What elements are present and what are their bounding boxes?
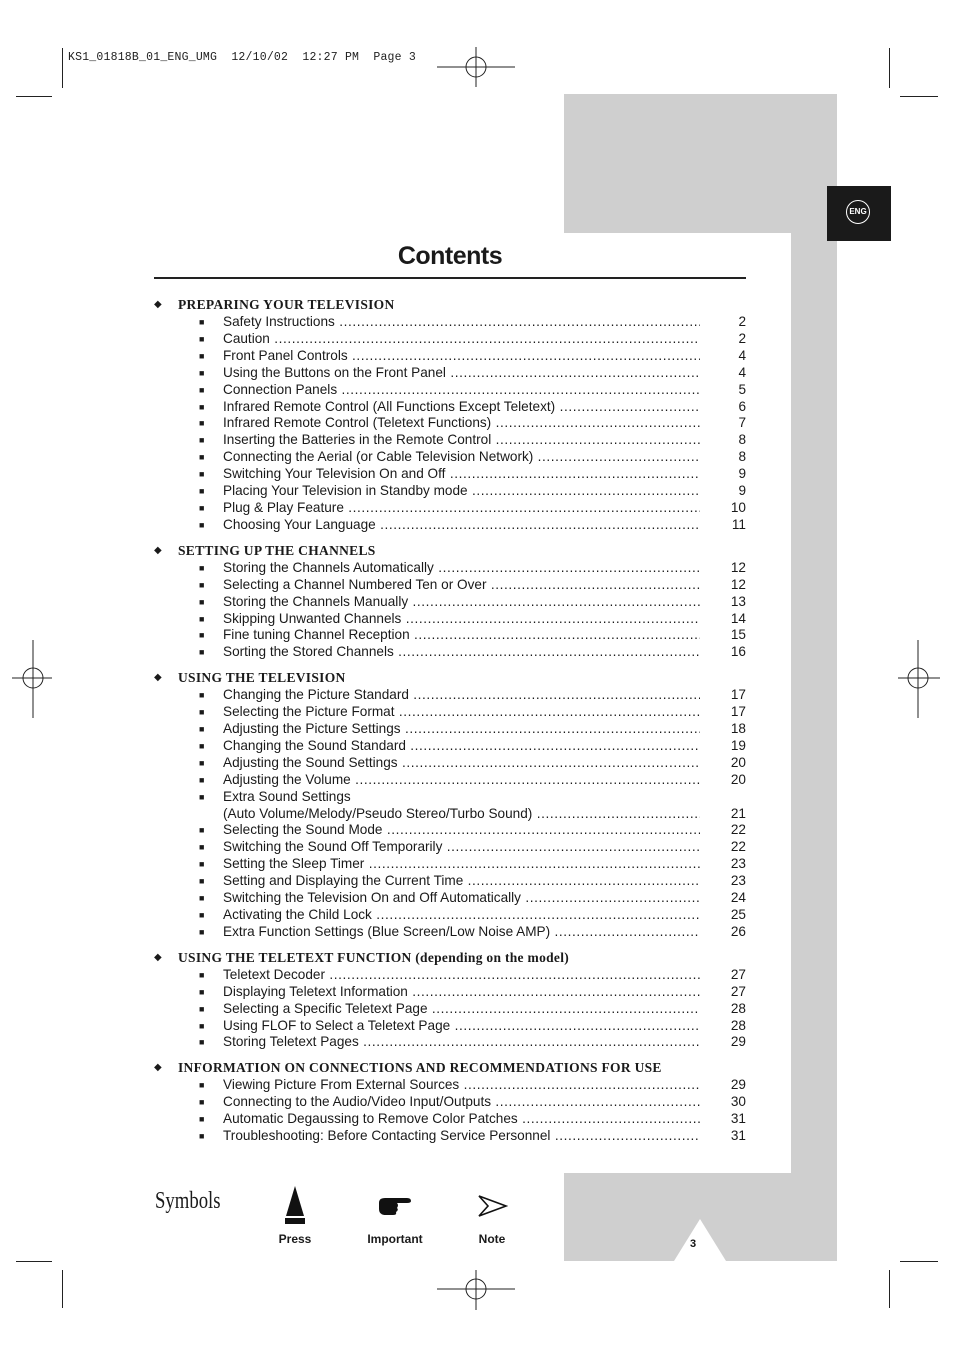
entry-label: Adjusting the Sound Settings ..... [223, 755, 700, 772]
toc-entry [154, 500, 746, 517]
square-bullet-icon: ■ [199, 469, 205, 480]
toc-entry [154, 967, 746, 984]
entry-label: Using the Buttons on the Front Panel ..... [223, 365, 700, 382]
diamond-bullet-icon: ◆ [154, 544, 162, 556]
entry-page-number: 27 [730, 966, 746, 982]
toc-entry [154, 517, 746, 534]
square-bullet-icon: ■ [199, 579, 205, 590]
entry-label: Choosing Your Language ..... [223, 517, 700, 534]
toc-entry [154, 839, 746, 856]
square-bullet-icon: ■ [199, 452, 205, 463]
square-bullet-icon: ■ [199, 825, 205, 836]
toc-entry [154, 365, 746, 382]
square-bullet-icon: ■ [199, 893, 205, 904]
entry-label: Safety Instructions ..... [223, 314, 700, 331]
toc-entry [154, 1094, 746, 1111]
entry-label: Sorting the Stored Channels ..... [223, 644, 700, 661]
section-title: PREPARING YOUR TELEVISION [178, 297, 395, 312]
square-bullet-icon: ■ [199, 1037, 205, 1048]
entry-page-number: 25 [730, 907, 746, 922]
entry-label: Extra Sound Settings [223, 788, 351, 804]
toc-entry [154, 1111, 746, 1128]
entry-page-number: 8 [738, 432, 746, 448]
section-heading [154, 669, 746, 687]
toc-entry [154, 822, 746, 839]
square-bullet-icon: ■ [199, 435, 205, 446]
language-badge: ENG [846, 200, 870, 224]
entry-page-number: 29 [730, 1034, 746, 1050]
entry-label: Front Panel Controls ..... [223, 348, 700, 365]
entry-label: Setting the Sleep Timer ..... [223, 856, 700, 873]
section-heading [154, 296, 746, 314]
entry-label: Placing Your Television in Standby mode ..... [223, 483, 700, 500]
entry-page-number: 31 [730, 1111, 746, 1127]
toc-entry [154, 924, 746, 941]
square-bullet-icon: ■ [199, 486, 205, 497]
entry-page-number: 20 [730, 771, 746, 787]
crop-mark [900, 96, 938, 97]
entry-label: Teletext Decoder ..... [223, 967, 700, 984]
side-gray-panel [791, 233, 837, 1261]
page-title: Contents [397, 242, 503, 270]
square-bullet-icon: ■ [199, 333, 205, 344]
square-bullet-icon: ■ [199, 969, 205, 980]
press-icon [283, 1185, 307, 1225]
pointing-hand-icon [377, 1185, 413, 1225]
entry-page-number: 17 [730, 687, 746, 703]
entry-page-number: 9 [738, 483, 746, 499]
entry-page-number: 19 [730, 737, 746, 753]
section-title: SETTING UP THE CHANNELS [178, 542, 376, 558]
toc-section [154, 296, 746, 534]
section-title: USING THE TELEVISION [178, 670, 346, 686]
square-bullet-icon: ■ [199, 596, 205, 607]
diamond-bullet-icon: ◆ [154, 672, 162, 684]
entry-label: Switching the Television On and Off Automatically ..... [223, 890, 700, 907]
toc-entry [154, 348, 746, 365]
registration-mark-icon [12, 640, 52, 718]
entry-label: Automatic Degaussing to Remove Color Patches ..... [223, 1111, 700, 1128]
toc-entry [154, 984, 746, 1001]
square-bullet-icon: ■ [199, 418, 205, 429]
entry-label: Storing the Channels Manually ..... [223, 594, 700, 611]
diamond-bullet-icon: ◆ [154, 1062, 162, 1074]
square-bullet-icon: ■ [199, 859, 205, 870]
square-bullet-icon: ■ [199, 502, 205, 513]
entry-label: Selecting the Picture Format ..... [223, 704, 700, 721]
square-bullet-icon: ■ [199, 1003, 205, 1014]
entry-page-number: 23 [730, 873, 746, 889]
entry-label: Adjusting the Volume ..... [223, 772, 700, 789]
entry-label: Displaying Teletext Information ..... [223, 984, 700, 1001]
toc-entry [154, 1034, 746, 1051]
toc-entry [154, 432, 746, 449]
toc-entry [154, 1128, 746, 1145]
toc-entry [154, 772, 746, 789]
toc-entry [154, 644, 746, 661]
entry-label: Using FLOF to Select a Teletext Page ..... [223, 1018, 700, 1035]
square-bullet-icon: ■ [199, 774, 205, 785]
crop-mark [16, 1261, 52, 1262]
symbol-important [362, 1185, 428, 1246]
entry-page-number: 30 [730, 1094, 746, 1110]
symbol-label: Press [278, 1232, 312, 1246]
entry-label: Adjusting the Picture Settings ..... [223, 721, 700, 738]
toc-section [154, 949, 746, 1052]
square-bullet-icon: ■ [199, 1020, 205, 1031]
table-of-contents [154, 296, 746, 1153]
square-bullet-icon: ■ [199, 910, 205, 920]
entry-page-number: 20 [730, 754, 746, 770]
square-bullet-icon: ■ [199, 724, 205, 735]
entry-label: Infrared Remote Control (Teletext Functions) ..... [223, 415, 700, 432]
toc-entry-continuation [154, 806, 746, 823]
toc-entry [154, 1077, 746, 1094]
entry-label: Skipping Unwanted Channels ..... [223, 611, 700, 628]
entry-label: Storing Teletext Pages ..... [223, 1034, 700, 1051]
toc-entry [154, 466, 746, 483]
entry-page-number: 23 [730, 856, 746, 872]
entry-label: Caution ..... [223, 331, 700, 348]
section-heading [154, 949, 746, 967]
toc-entry [154, 738, 746, 755]
square-bullet-icon: ■ [199, 757, 205, 768]
square-bullet-icon: ■ [199, 317, 205, 327]
entry-label: Connecting the Aerial (or Cable Television Network) ..... [223, 449, 700, 466]
entry-label: Selecting the Sound Mode ..... [223, 822, 700, 839]
entry-label: Infrared Remote Control (All Functions Except Teletext) ..... [223, 399, 700, 416]
crop-mark [900, 1261, 938, 1262]
symbol-label: Important [367, 1232, 423, 1246]
entry-label: Switching the Sound Off Temporarily ..... [223, 839, 700, 856]
registration-mark-icon [898, 640, 940, 718]
symbol-press [272, 1185, 318, 1246]
toc-entry [154, 399, 746, 416]
toc-entry [154, 789, 746, 806]
section-heading [154, 1059, 746, 1077]
toc-entry [154, 907, 746, 924]
toc-section [154, 669, 746, 941]
entry-page-number: 8 [738, 449, 746, 465]
square-bullet-icon: ■ [199, 740, 205, 751]
toc-entry [154, 1001, 746, 1018]
entry-page-number: 29 [730, 1077, 746, 1093]
top-gray-panel [564, 94, 837, 233]
entry-label: Extra Function Settings (Blue Screen/Low Noise AMP) ..... [223, 924, 700, 941]
entry-page-number: 21 [730, 805, 746, 821]
toc-entry [154, 415, 746, 432]
toc-entry [154, 890, 746, 907]
square-bullet-icon: ■ [199, 1097, 205, 1108]
crop-mark [889, 48, 890, 88]
entry-label: Setting and Displaying the Current Time ..... [223, 873, 700, 890]
square-bullet-icon: ■ [199, 1114, 205, 1125]
entry-page-number: 18 [730, 721, 746, 737]
square-bullet-icon: ■ [199, 791, 205, 802]
page-number-triangle [672, 1218, 728, 1262]
entry-label: Fine tuning Channel Reception ..... [223, 627, 700, 644]
square-bullet-icon: ■ [199, 384, 205, 395]
toc-entry [154, 314, 746, 331]
diamond-bullet-icon: ◆ [154, 299, 162, 310]
square-bullet-icon: ■ [199, 876, 205, 887]
section-title: USING THE TELETEXT FUNCTION (depending on the model) [178, 949, 570, 965]
entry-page-number: 17 [730, 704, 746, 720]
entry-label: Changing the Sound Standard ..... [223, 738, 700, 755]
print-slug: KS1_01818B_01_ENG_UMG 12/10/02 12:27 PM Page 3 [68, 51, 416, 64]
toc-entry [154, 1018, 746, 1035]
page-number: 3 [690, 1238, 697, 1250]
entry-page-number: 13 [730, 593, 746, 609]
square-bullet-icon: ■ [199, 519, 205, 530]
symbol-note [470, 1185, 514, 1246]
crop-mark [62, 48, 63, 88]
entry-page-number: 11 [731, 516, 746, 532]
toc-entry [154, 856, 746, 873]
entry-page-number: 4 [738, 347, 746, 363]
title-rule [154, 277, 746, 279]
entry-page-number: 27 [730, 983, 746, 999]
toc-entry [154, 611, 746, 628]
registration-mark-icon [437, 47, 517, 87]
symbols-title: Symbols [155, 1188, 221, 1214]
entry-label: Changing the Picture Standard ..... [223, 687, 700, 704]
toc-section [154, 542, 746, 661]
toc-entry [154, 594, 746, 611]
entry-page-number: 9 [738, 466, 746, 482]
entry-page-number: 7 [738, 415, 746, 431]
entry-label: Viewing Picture From External Sources ..... [223, 1077, 700, 1094]
entry-page-number: 12 [730, 559, 746, 575]
toc-entry [154, 721, 746, 738]
entry-page-number: 24 [730, 890, 746, 906]
entry-page-number: 28 [730, 1017, 746, 1033]
symbol-label: Note [478, 1232, 506, 1246]
entry-label: Troubleshooting: Before Contacting Service Personnel ..... [223, 1128, 700, 1145]
square-bullet-icon: ■ [199, 1131, 205, 1142]
section-heading [154, 542, 746, 560]
crop-mark [16, 96, 52, 97]
square-bullet-icon: ■ [199, 707, 205, 718]
entry-label: Activating the Child Lock ..... [223, 907, 700, 924]
entry-label: Connecting to the Audio/Video Input/Outputs ..... [223, 1094, 700, 1111]
registration-mark-icon [437, 1270, 517, 1310]
entry-page-number: 31 [730, 1128, 746, 1144]
entry-page-number: 14 [730, 610, 746, 626]
toc-entry [154, 483, 746, 500]
square-bullet-icon: ■ [199, 647, 205, 658]
crop-mark [62, 1270, 63, 1308]
square-bullet-icon: ■ [199, 350, 205, 361]
language-tab [827, 186, 891, 241]
square-bullet-icon: ■ [199, 630, 205, 641]
entry-page-number: 15 [730, 627, 746, 643]
entry-page-number: 28 [730, 1000, 746, 1016]
section-title: INFORMATION ON CONNECTIONS AND RECOMMENDATIONS FOR USE [178, 1060, 662, 1076]
toc-entry [154, 687, 746, 704]
diamond-bullet-icon: ◆ [154, 951, 162, 963]
toc-entry [154, 755, 746, 772]
entry-label: Connection Panels ..... [223, 382, 700, 399]
entry-page-number: 10 [730, 499, 746, 515]
square-bullet-icon: ■ [199, 986, 205, 997]
toc-entry [154, 560, 746, 577]
entry-label: Switching Your Television On and Off ..... [223, 466, 700, 483]
entry-page-number: 6 [738, 398, 746, 414]
entry-page-number: 4 [738, 364, 746, 380]
entry-label-continuation: (Auto Volume/Melody/Pseudo Stereo/Turbo Sound) ..... [223, 806, 700, 823]
entry-page-number: 2 [738, 330, 746, 346]
toc-entry [154, 449, 746, 466]
square-bullet-icon: ■ [199, 367, 205, 378]
entry-page-number: 5 [738, 381, 746, 397]
toc-entry [154, 331, 746, 348]
entry-label: Storing the Channels Automatically ..... [223, 560, 700, 577]
entry-label: Selecting a Channel Numbered Ten or Over ..... [223, 577, 700, 594]
square-bullet-icon: ■ [199, 613, 205, 624]
square-bullet-icon: ■ [199, 562, 205, 573]
entry-page-number: 22 [730, 839, 746, 855]
entry-page-number: 26 [730, 923, 746, 939]
entry-page-number: 2 [738, 314, 746, 329]
square-bullet-icon: ■ [199, 690, 205, 701]
toc-section [154, 1059, 746, 1145]
toc-entry [154, 382, 746, 399]
square-bullet-icon: ■ [199, 1080, 205, 1091]
entry-label: Plug & Play Feature ..... [223, 500, 700, 517]
entry-page-number: 22 [730, 822, 746, 838]
square-bullet-icon: ■ [199, 926, 205, 937]
toc-entry [154, 873, 746, 890]
entry-page-number: 12 [730, 576, 746, 592]
square-bullet-icon: ■ [199, 842, 205, 853]
entry-label: Inserting the Batteries in the Remote Control ..... [223, 432, 700, 449]
entry-label: Selecting a Specific Teletext Page ..... [223, 1001, 700, 1018]
entry-page-number: 16 [730, 644, 746, 660]
toc-entry [154, 627, 746, 644]
toc-entry [154, 704, 746, 721]
square-bullet-icon: ■ [199, 401, 205, 412]
crop-mark [889, 1270, 890, 1308]
arrowhead-icon [476, 1185, 508, 1225]
toc-entry [154, 577, 746, 594]
